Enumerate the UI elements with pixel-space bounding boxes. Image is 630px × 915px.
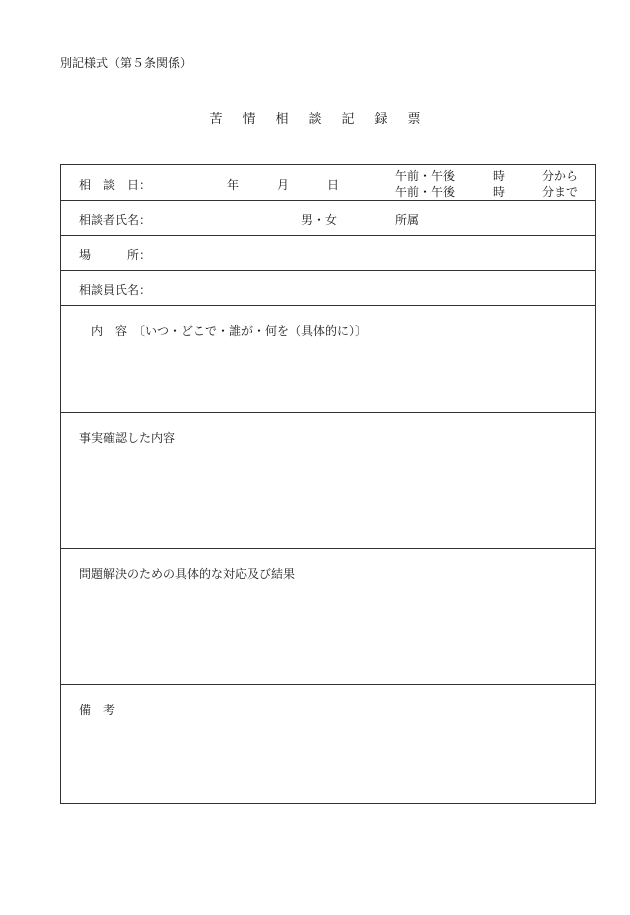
am-pm-start: 午前・午後 (395, 169, 456, 183)
gender-options: 男・女 (301, 213, 338, 227)
row-place (61, 236, 595, 271)
staff-name-label: 相談員氏名： (79, 283, 152, 297)
document-title (0, 108, 630, 127)
content-label: 内 容 〔いつ・どこで・誰が・何を（具体的に）〕 (91, 324, 368, 338)
title-char: 情 (242, 112, 256, 127)
month-label: 月 (277, 178, 290, 192)
minute-end: 分まで (542, 185, 579, 199)
row-confirmed-facts (61, 413, 595, 549)
row-remarks (61, 685, 595, 803)
row-content (61, 306, 595, 413)
resolution-label: 問題解決のための具体的な対応及び結果 (79, 567, 296, 581)
facts-label: 事実確認した内容 (79, 431, 176, 445)
row-consultation-date (61, 165, 595, 201)
title-char: 相 (275, 112, 289, 127)
affiliation-label: 所属 (395, 213, 420, 227)
place-label-a: 場 (79, 248, 92, 262)
row-staff-name (61, 271, 595, 306)
form-label: 別記様式（第５条関係） (60, 56, 193, 70)
hour-start: 時 (493, 169, 506, 183)
am-pm-end: 午前・午後 (395, 185, 456, 199)
minute-start: 分から (542, 169, 579, 183)
consultee-name-label: 相談者氏名： (79, 213, 152, 227)
date-label: 相 談 日： (79, 178, 152, 192)
remarks-label: 備 考 (79, 703, 116, 717)
title-char: 苦 (209, 112, 223, 127)
title-char: 記 (341, 112, 355, 127)
hour-end: 時 (493, 185, 506, 199)
day-label: 日 (327, 178, 340, 192)
complaint-record-table (60, 164, 596, 804)
title-char: 票 (407, 112, 421, 127)
place-label-b: 所： (127, 248, 152, 262)
title-char: 談 (308, 112, 322, 127)
title-char: 録 (374, 112, 388, 127)
year-label: 年 (227, 178, 240, 192)
row-consultee-name (61, 201, 595, 236)
row-resolution (61, 549, 595, 685)
